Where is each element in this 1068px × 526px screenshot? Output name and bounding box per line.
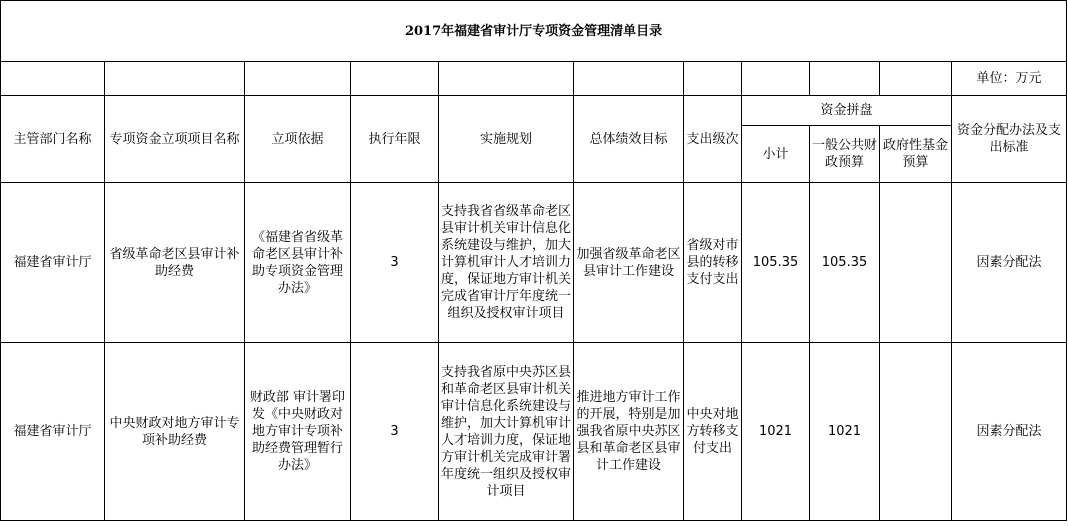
cell-gov-fund-budget: [880, 183, 952, 343]
cell-method: 因素分配法: [952, 183, 1067, 343]
header-basis: 立项依据: [245, 96, 351, 183]
blank-cell: [880, 62, 952, 96]
cell-general-budget: 105.35: [810, 183, 880, 343]
cell-method: 因素分配法: [952, 343, 1067, 521]
header-dept: 主管部门名称: [1, 96, 105, 183]
cell-years: 3: [351, 343, 439, 521]
cell-level: 中央对地方转移支付支出: [684, 343, 742, 521]
blank-cell: [684, 62, 742, 96]
cell-project: 中央财政对地方审计专项补助经费: [105, 343, 245, 521]
table-row: [1, 183, 1067, 343]
blank-cell: [105, 62, 245, 96]
blank-cell: [351, 62, 439, 96]
cell-basis: 《福建省省级革命老区县审计补助专项资金管理办法》: [245, 183, 351, 343]
cell-general-budget: 1021: [810, 343, 880, 521]
cell-years: 3: [351, 183, 439, 343]
cell-goal: 加强省级革命老区县审计工作建设: [574, 183, 684, 343]
header-method: 资金分配办法及支出标准: [952, 96, 1067, 183]
blank-cell: [574, 62, 684, 96]
cell-dept: 福建省审计厅: [1, 183, 105, 343]
cell-plan: 支持我省原中央苏区县和革命老区县审计机关审计信息化系统建设与维护，加大计算机审计人才培训力度，保证地方审计机关完成审计署年度统一组织及授权审计项目: [439, 343, 574, 521]
header-years: 执行年限: [351, 96, 439, 183]
header-gov-fund-budget: 政府性基金预算: [880, 126, 952, 183]
cell-plan: 支持我省省级革命老区县审计机关审计信息化系统建设与维护，加大计算机审计人才培训力度，保证地方审计机关完成省审计厅年度统一组织及授权审计项目: [439, 183, 574, 343]
header-project: 专项资金立项项目名称: [105, 96, 245, 183]
cell-subtotal: 1021: [742, 343, 810, 521]
cell-basis: 财政部 审计署印发《中央财政对地方审计专项补助经费管理暂行办法》: [245, 343, 351, 521]
header-level: 支出级次: [684, 96, 742, 183]
header-plan: 实施规划: [439, 96, 574, 183]
blank-cell: [810, 62, 880, 96]
cell-gov-fund-budget: [880, 343, 952, 521]
blank-cell: [439, 62, 574, 96]
blank-cell: [245, 62, 351, 96]
table-row: [1, 343, 1067, 521]
cell-goal: 推进地方审计工作的开展，特别是加强我省原中央苏区县和革命老区县审计工作建设: [574, 343, 684, 521]
blank-cell: [1, 62, 105, 96]
header-funds: 资金拼盘: [742, 96, 952, 126]
page-title: 2017年福建省审计厅专项资金管理清单目录: [1, 1, 1067, 62]
blank-cell: [742, 62, 810, 96]
unit-label: 单位：万元: [952, 62, 1067, 96]
header-goal: 总体绩效目标: [574, 96, 684, 183]
cell-dept: 福建省审计厅: [1, 343, 105, 521]
cell-subtotal: 105.35: [742, 183, 810, 343]
header-subtotal: 小计: [742, 126, 810, 183]
cell-level: 省级对市县的转移支付支出: [684, 183, 742, 343]
cell-project: 省级革命老区县审计补助经费: [105, 183, 245, 343]
header-general-budget: 一般公共财政预算: [810, 126, 880, 183]
